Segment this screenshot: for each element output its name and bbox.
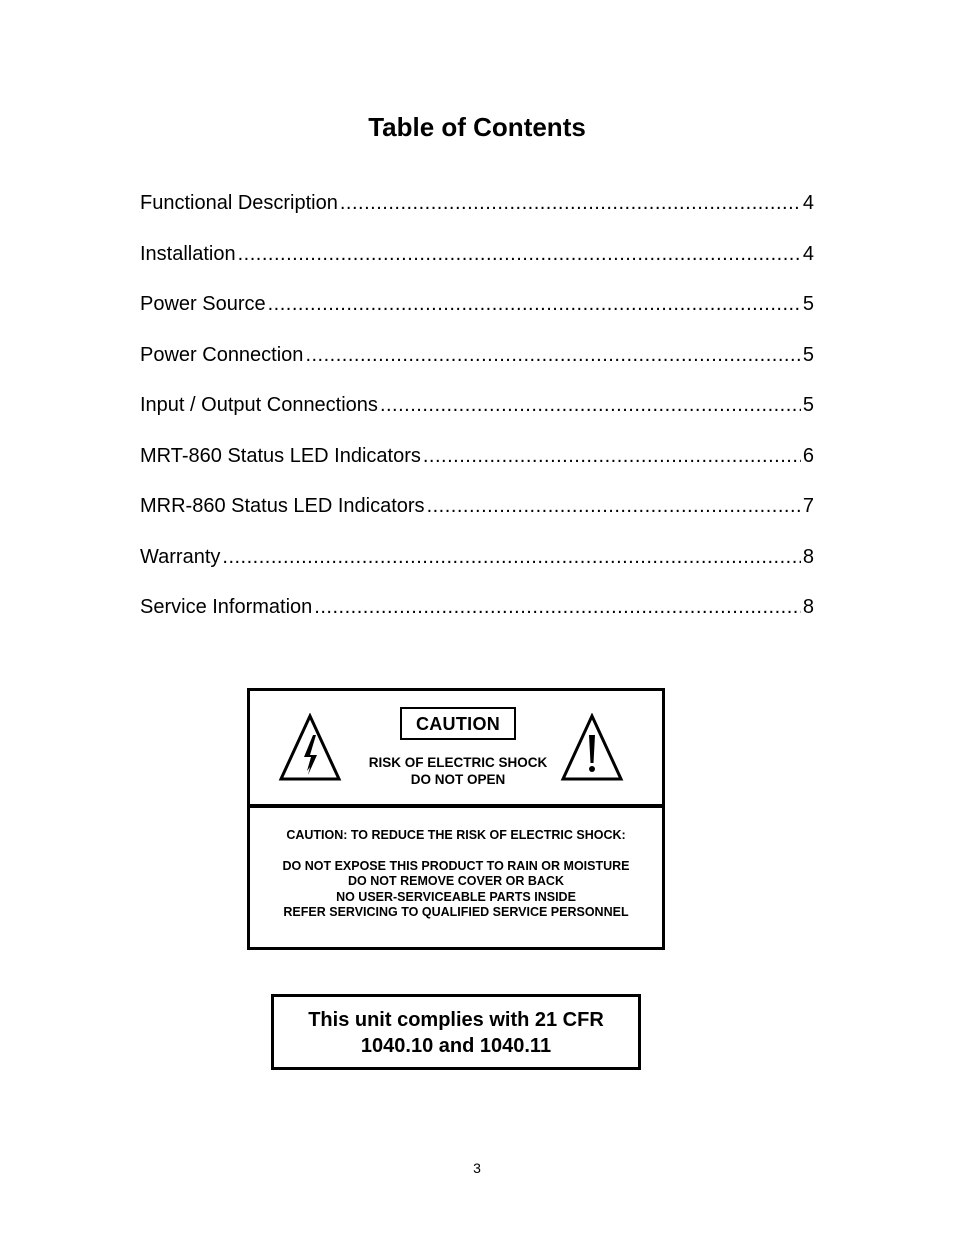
caution-instructions xyxy=(250,808,662,921)
toc-entry-label: Service Information xyxy=(140,596,313,618)
caution-line: REFER SERVICING TO QUALIFIED SERVICE PERSONNEL xyxy=(283,905,629,919)
caution-line: NO USER-SERVICEABLE PARTS INSIDE xyxy=(336,889,576,904)
toc-entry-label: Input / Output Connections xyxy=(140,394,378,416)
toc-entry-label: Functional Description xyxy=(140,192,338,214)
toc-entry-mrt-860-status-led xyxy=(140,443,814,494)
caution-subtitle xyxy=(350,754,566,788)
toc-entry-page: 8 xyxy=(802,545,814,568)
toc-leader-dots xyxy=(340,190,801,216)
toc-entry-page: 4 xyxy=(802,192,814,214)
toc-entry-mrr-860-status-led xyxy=(140,493,814,544)
compliance-line: This unit complies with 21 CFR xyxy=(308,1009,604,1031)
toc-entry-installation xyxy=(140,241,814,292)
toc-entry-input-output-connections xyxy=(140,392,814,443)
toc-entry-label: Installation xyxy=(140,242,236,265)
toc-entry-functional-description xyxy=(140,190,814,241)
toc-entry-label: Power Source xyxy=(140,293,266,315)
toc-entry-label: Warranty xyxy=(140,545,221,568)
caution-warning-box xyxy=(247,688,665,950)
toc-entry-label: MRR-860 Status LED Indicators xyxy=(140,495,425,517)
toc-leader-dots xyxy=(314,594,801,620)
toc-entry-page: 8 xyxy=(802,596,814,618)
caution-subtitle-line: DO NOT OPEN xyxy=(410,772,506,787)
caution-heading: CAUTION: TO REDUCE THE RISK OF ELECTRIC SHOCK: xyxy=(286,828,626,842)
toc-entry-label: MRT-860 Status LED Indicators xyxy=(140,444,421,467)
toc-entry-page: 5 xyxy=(802,343,814,366)
toc-leader-dots xyxy=(380,392,801,418)
toc-entry-label: Power Connection xyxy=(140,343,304,366)
toc-entry-page: 4 xyxy=(802,242,814,265)
compliance-notice xyxy=(271,994,641,1070)
table-of-contents xyxy=(140,190,814,645)
toc-entry-page: 6 xyxy=(802,444,814,467)
toc-leader-dots xyxy=(423,443,801,469)
exclamation-warning-icon xyxy=(560,713,624,783)
page-number: 3 xyxy=(473,1160,481,1176)
toc-entry-warranty xyxy=(140,544,814,595)
toc-entry-service-information xyxy=(140,594,814,645)
caution-label: CAUTION xyxy=(400,707,516,740)
toc-entry-page: 7 xyxy=(802,495,814,517)
toc-entry-power-connection xyxy=(140,342,814,393)
toc-leader-dots xyxy=(268,291,801,317)
toc-entry-page: 5 xyxy=(802,394,814,416)
caution-line: DO NOT EXPOSE THIS PRODUCT TO RAIN OR MOISTURE xyxy=(282,858,630,873)
toc-leader-dots xyxy=(222,544,800,570)
compliance-line: 1040.10 and 1040.11 xyxy=(360,1035,552,1057)
toc-entry-power-source xyxy=(140,291,814,342)
toc-leader-dots xyxy=(427,493,801,519)
caution-header xyxy=(250,691,662,804)
caution-subtitle-line: RISK OF ELECTRIC SHOCK xyxy=(368,755,548,770)
caution-line: DO NOT REMOVE COVER OR BACK xyxy=(348,874,564,888)
toc-leader-dots xyxy=(305,342,800,368)
toc-entry-page: 5 xyxy=(802,293,814,315)
page-title: Table of Contents xyxy=(368,112,586,142)
toc-leader-dots xyxy=(238,241,801,267)
lightning-warning-icon xyxy=(278,713,342,783)
